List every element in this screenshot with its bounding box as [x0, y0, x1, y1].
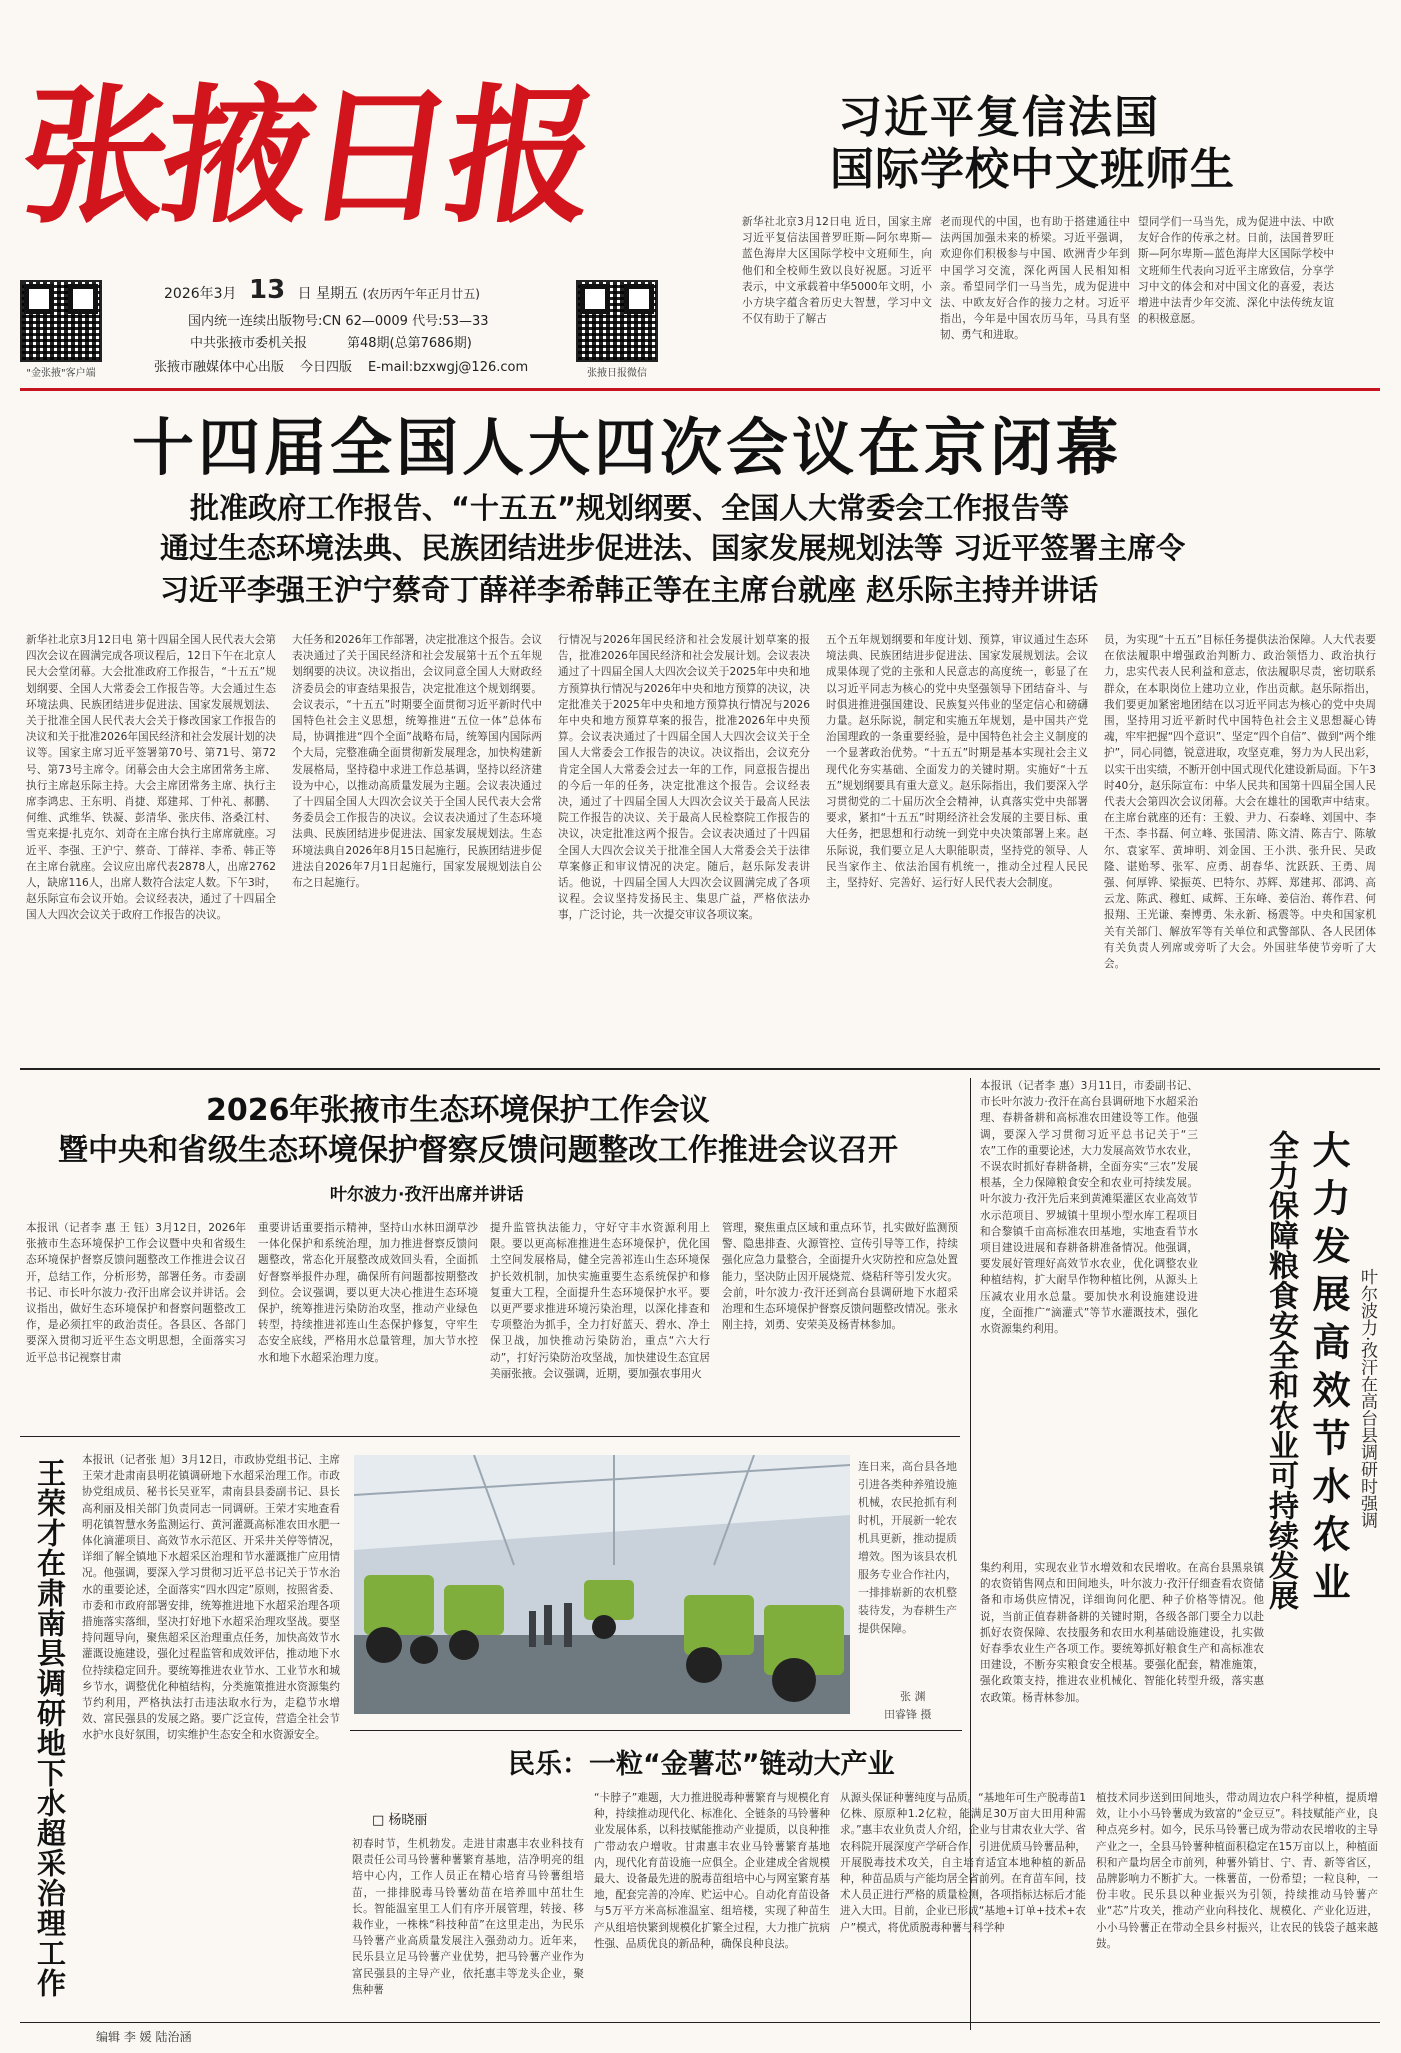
qr-caption-client: "金张掖"客户端 [26, 368, 96, 379]
qr-code-wechat[interactable] [576, 280, 658, 362]
story5-col-4: 植技术同步送到田间地头，带动周边农户科学种植，提质增效，让小小马铃薯成为致富的“金豆豆”。科技赋能产业，良种点亮乡村。如今，民乐马铃薯已成为带动农民增收的主导产业之一，全县马铃薯种植面积稳定在15万亩以上，种植面积和产量均居全市前列，种薯外销甘、宁、青、新等省区，品牌影响力不断扩大。一株薯苗，一份希望；一粒良种，一份丰收。民乐县以种业振兴为引领，持续推动马铃薯产业“芯”片攻关，推动产业向科技化、规模化、产业化迈进，小小马铃薯正在带动全县乡村振兴，让农民的钱袋子越来越鼓。 [1096, 1792, 1378, 1950]
lead-divider [20, 1068, 1380, 1070]
lead-subtitle-1: 批准政府工作报告、“十五五”规划纲要、全国人大常委会工作报告等 [190, 491, 1070, 525]
issue-date: 2026年3月 13 日 星期五 (农历丙午年正月廿五) [164, 275, 480, 305]
lead-col-4: 五个五年规划纲要和年度计划、预算，审议通过生态环境法典、民族团结进步促进法、国家发展规划法。会议成果体现了党的主张和人民意志的高度统一，彰显了在以习近平同志为核心的党中央坚强领导下团结奋斗、与时俱进推进强国建设、民族复兴伟业的坚定信心和磅礴力量。赵乐际说，制定和实施五年规划，是中国共产党治国理政的一条重要经验，是中国特色社会主义制度的一个显著政治优势。“十五五”时期是基本实现社会主义现代化夯实基础、全面发力的关键时期。实施好“十五五”规划纲要具有重大意义。赵乐际指出，我们要深入学习贯彻党的二十届历次全会精神，认真落实党中央部署要求，紧扣“十五五”时期经济社会发展的主要目标、重大任务，把思想和行动统一到党中央决策部署上来。赵乐际说，我们要立足人大职能职责，坚持党的领导、人民当家作主、依法治国有机统一，推动全过程人民民主，坚持好、完善好、运行好人民代表大会制度。 [826, 634, 1088, 890]
story3-title-2: 全力保障粮食安全和农业可持续发展 [1263, 1130, 1298, 1610]
photo-credit-2: 田睿锋 摄 [884, 1708, 932, 1721]
story2-col-2: 重要讲话重要指示精神，坚持山水林田湖草沙一体化保护和系统治理，加力推进督察反馈问题整改，常态化开展整改成效回头看，全面抓好督察举报件办理，确保所有问题都按期整改到位。会议强调，要以更大决心推进生态环境保护，统筹推进污染防治攻坚，推动产业绿色转型，持续推进祁连山生态保护修复，守牢生态安全底线，严格用水总量管理，加大节水控水和地下水超采治理力度。 [258, 1222, 478, 1364]
lead-col-1: 新华社北京3月12日电 第十四届全国人民代表大会第四次会议在圆满完成各项议程后，12日下午在北京人民大会堂闭幕。大会批准政府工作报告，“十五五”规划纲要、全国人大常委会工作报告等。大会通过生态环境法典、民族团结进步促进法、国家发展规划法、关于批准全国人民代表大会关于修改国家工作报告的决议和关于批准2026年国民经济和社会发展计划的决议等。国家主席习近平签署第70号、第71号、第72号、第73号主席令。闭幕会由大会主席团常务主席、执行主席赵乐际主持。大会主席团常务主席、执行主席李鸿忠、王东明、肖捷、郑建邦、丁仲礼、郝鹏、何维、武维华、铁凝、彭清华、张庆伟、洛桑江村、雪克来提·扎克尔、刘奇在主席台执行主席席就座。习近平、李强、王沪宁、蔡奇、丁薛祥、李希、韩正等在主席台就座。会议应出席代表2878人，出席2762人，缺席116人，出席人数符合法定人数。下午3时，赵乐际宣布会议开始。会议经表决，通过了十四届全国人大四次会议关于政府工作报告的决议。 [26, 634, 276, 922]
story3-col-2: 集约利用，实现农业节水增效和农民增收。在高台县黑泉镇的农资销售网点和田间地头，叶尔波力·孜汗仔细查看农资储备和市场供应情况，详细询问化肥、种子价格等情况。他说，当前正值春耕备耕的关键时期，各级各部门要全力以赴抓好农资保障、农技服务和农田水利基础设施建设，扎实做好春季农业生产各项工作。要统筹抓好粮食生产和高标准农田建设，不断夯实粮食安全根基。要强化配套，精准施策，强化政策支持，推进农业机械化、智能化转型升级，落实惠农政策。杨青林参加。 [980, 1562, 1264, 1704]
lead-title: 十四届全国人大四次会议在京闭幕 [132, 411, 1123, 484]
top-story-title-1: 习近平复信法国 [838, 92, 1160, 143]
footer-divider [20, 2022, 1380, 2023]
lead-col-3: 行情况与2026年国民经济和社会发展计划草案的报告，批准2026年国民经济和社会发展计划。会议表决通过了十四届全国人大四次会议关于2025年中央和地方预算执行情况与2026年中央和地方预算的决议，决定批准关于2025年中央和地方预算执行情况与2026年中央和地方预算草案的报告，批准2026年中央预算。会议表决通过了十四届全国人大四次会议关于全国人大常委会工作报告的决议。决议指出，会议充分肯定全国人大常委会过去一年的工作，同意报告提出的今后一年的任务，决定批准这个报告。会议经表决，通过了十四届全国人大四次会议关于最高人民法院工作报告的决议、关于最高人民检察院工作报告的决议，决定批准这两个报告。会议表决通过了十四届全国人大四次会议关于批准全国人大常委会关于法律草案修正和审议情况的决定。随后，赵乐际发表讲话。他说，十四届全国人大四次会议圆满完成了各项议程。会议坚持发扬民主、集思广益，严格依法办事，广泛讨论，共一次提交审议各项议案。 [558, 634, 810, 922]
lead-col-5: 员，为实现“十五五”目标任务提供法治保障。人大代表要在依法履职中增强政治判断力、政治领悟力、政治执行力，忠实代表人民利益和意志，依法履职尽责，密切联系群众，在本职岗位上建功立业，作出贡献。赵乐际指出，我们要更加紧密地团结在以习近平同志为核心的党中央周围，坚持用习近平新时代中国特色社会主义思想凝心铸魂，牢牢把握“四个意识”、坚定“四个自信”、做到“两个维护”，同心同德，锐意进取，攻坚克难，努力为人民出彩，以实干出实绩，不断开创中国式现代化建设新局面。下午3时40分，赵乐际宣布：中华人民共和国第十四届全国人民代表大会第四次会议闭幕。大会在雄壮的国歌声中结束。在主席台就座的还有：王毅、尹力、石泰峰、刘国中、李干杰、李书磊、何立峰、张国清、陈文清、陈吉宁、陈敏尔、袁家军、黄坤明、刘金国、王小洪、张升民、吴政隆、谌贻琴、张军、应勇、胡春华、沈跃跃、王勇、周强、何厚铧、梁振英、巴特尔、苏辉、郑建邦、邵鸿、高云龙、陈武、穆虹、咸辉、王东峰、姜信治、蒋作君、何报翔、王光谦、秦博勇、朱永新、杨震等。中央和国家机关有关部门、解放军等有关单位和武警部队、各人民团体有关负责人列席或旁听了大会。外国驻华使节旁听了大会。 [1104, 634, 1376, 971]
photo-divider [350, 1730, 962, 1731]
story5-col-2: “卡脖子”难题，大力推进脱毒种薯繁育与规模化育种，持续推动现代化、标准化、全链条的马铃薯种业发展体系，以科技赋能推动产业提质，以良种推广带动农户增收。甘肃惠丰农业马铃薯繁育基地内，现代化育苗设施一应俱全。企业建成全省规模最大、设备最先进的脱毒苗组培中心与网室繁育基地，配套完善的冷库、贮运中心。自动化育苗设备与5万平方米高标准温室、组培楼，实现了种苗生产从组培快繁到规模化扩繁全过程，大力推广抗病性强、品质优良的新品种，确保良种良法。 [594, 1792, 830, 1950]
lead-subtitle-3: 习近平李强王沪宁蔡奇丁薛祥李希韩正等在主席台就座 赵乐际主持并讲话 [160, 573, 1099, 607]
farm-machinery-photo [354, 1455, 850, 1714]
qr-code-client[interactable] [20, 280, 102, 362]
issue-day: 13 [249, 275, 286, 305]
story2-title-2: 暨中央和省级生态环境保护督察反馈问题整改工作推进会议召开 [58, 1133, 898, 1168]
photo-caption: 连日来，高台县各地引进各类种养殖设施机械，农民抢抓有利时机，开展新一轮农机具更新，推动提质增效。图为该县农机服务专业合作社内，一排排崭新的农机整装待发，为春耕生产提供保障。 [858, 1460, 957, 1635]
lead-subtitle-2: 通过生态环境法典、民族团结进步促进法、国家发展规划法等 习近平签署主席令 [160, 531, 1186, 565]
photo-illustration [354, 1455, 850, 1714]
story4-col: 本报讯（记者张 旭）3月12日，市政协党组书记、主席王荣才赴肃南县明花镇调研地下水超采治理工作。市政协党组成员、秘书长吴亚军，肃南县县委副书记、县长高利丽及相关部门负责同志一同调研。王荣才实地查看明花镇智慧水务监测运行、黄河灌溉高标准农田水肥一体化滴灌项目、高效节水示范区、开采井关停等情况，详细了解全镇地下水超采区治理和节水灌溉推广应用情况。他强调，要深入学习贯彻习近平总书记关于节水治水的重要论述，全面落实“四水四定”原则，按照省委、市委和市政府部署安排，统筹推进地下水超采治理各项措施落实落细，坚决打好地下水超采治理攻坚战。要坚持问题导向，聚焦超采区治理重点任务，加快高效节水灌溉设施建设，强化过程监管和成效评估，推动地下水位持续稳定回升。要统筹推进农业节水、工业节水和城乡节水，调整优化种植结构，分类施策推进水资源集约节约利用，严格执法打击违法取水行为，走稳节水增效、富民强县的发展之路。要广泛宣传，营造全社会节水护水良好氛围，切实维护生态安全和水资源安全。 [82, 1454, 340, 1742]
story3-col-1: 本报讯（记者李 惠）3月11日，市委副书记、市长叶尔波力·孜汗在高台县调研地下水超采治理、春耕备耕和高标准农田建设等工作。他强调，要深入学习贯彻习近平总书记关于“三农”工作的重要论述，大力发展高效节水农业，不误农时抓好春耕备耕，全面夯实“三农”发展根基，全力保障粮食安全和农业可持续发展。叶尔波力·孜汗先后来到黄滩渠灌区农业高效节水示范项目、罗城镇十里坝小型水库工程项目和合黎镇千亩高标准农田基地，实地查看节水项目建设进展和春耕备耕准备情况。他强调，要发展好管理好高效节水农业，优化调整农业种植结构，扩大耐旱作物种植比例，从源头上压减农业用水总量。要加快水利设施建设进度，全面推广“滴灌式”等节水灌溉技术，强化水资源集约利用。 [980, 1080, 1198, 1336]
story3-subtitle: 叶尔波力·孜汗在高台县调研时强调 [1357, 1268, 1377, 1529]
story2-divider [20, 1436, 960, 1437]
story5-byline: □ 杨晓丽 [372, 1813, 428, 1828]
masthead-divider [20, 388, 1380, 391]
story2-col-4: 管理，聚焦重点区域和重点环节，扎实做好监测预警、隐患排查、火源管控、宣传引导等工作，持续强化应急力量整合，全面提升火灾防控和应急处置能力，坚决防止因开展烧荒、烧秸秆等引发火灾。会前，叶尔波力·孜汗还到高台县调研地下水超采治理和生态环境保护督察反馈问题整改情况。张永刚主持，刘勇、安荣美及杨青林参加。 [722, 1222, 958, 1332]
story4-title: 王荣才在肃南县调研地下水超采治理工作 [33, 1458, 67, 1998]
story5-title: 民乐：一粒“金薯芯”链动大产业 [508, 1749, 895, 1780]
qr-caption-wechat: 张掖日报微信 [587, 368, 647, 379]
issue-sponsor: 中共张掖市委机关报 第48期(总第7686期) [190, 336, 472, 351]
story2-byline: 叶尔波力·孜汗出席并讲话 [330, 1185, 524, 1205]
footer-editor: 编辑 李 媛 陆治涵 [96, 2030, 192, 2044]
story2-col-1: 本报讯（记者李 惠 王 钰）3月12日，2026年张掖市生态环境保护工作会议暨中央和省级生态环境保护督察反馈问题整改工作推进会议召开，总结工作，分析形势，部署任务。市委副书记、市长叶尔波力·孜汗出席会议并讲话。会议指出，做好生态环境保护和督察问题整改工作，是必须扛牢的政治责任。各县区、各部门要深入贯彻习近平生态文明思想，全面落实习近平总书记视察甘肃 [26, 1222, 246, 1364]
issue-cn: 国内统一连续出版物号:CN 62—0009 代号:53—33 [188, 314, 489, 329]
story3-title-1: 大力发展高效节水农业 [1306, 1130, 1350, 1610]
story5-col-1: 初春时节，生机勃发。走进甘肃惠丰农业科技有限责任公司马铃薯种薯繁育基地，洁净明亮的组培中心内，工作人员正在精心培育马铃薯组培苗，一排排脱毒马铃薯幼苗在培养皿中茁壮生长。智能温室里工人们有序开展管理，转接、移栽作业，一株株“科技种苗”在这里走出，为民乐马铃薯产业高质量发展注入强劲动力。近年来，民乐县立足马铃薯产业优势，把马铃薯产业作为富民强县的主导产业，依托惠丰等龙头企业，聚焦种薯 [352, 1838, 584, 1996]
story5-col-3: 从源头保证种薯纯度与品质。“基地年可生产脱毒苗1亿株、原原种1.2亿粒，能满足30万亩大田用种需求。”惠丰农业负责人介绍，企业与甘肃农业大学、省农科院开展深度产学研合作，引进优质马铃薯品种，开展脱毒技术攻关，自主培育适宜本地种植的新品种，种苗品质与产能均居全省前列。在育苗车间，技术人员正进行严格的质量检测，各项指标达标后才能进入大田。目前，企业已形成“基地+订单+技术+农户”模式，将优质脱毒种薯与科学种 [840, 1792, 1086, 1934]
top-story-col-2: 老而现代的中国，也有助于搭建通往中法两国加强未来的桥梁。习近平强调，欢迎你们积极参与中国、欧洲青少年到中国学习交流，深化两国人民相知相亲。希望同学们一马当先，成为促进中法、中欧友好合作的接力之材。习近平指出，今年是中国农历马年，马具有坚韧、勇气和进取。 [940, 216, 1130, 342]
top-story-col-1: 新华社北京3月12日电 近日，国家主席习近平复信法国普罗旺斯—阿尔卑斯—蓝色海岸大区国际学校中文班师生，向他们和全校师生致以良好祝愿。习近平表示，中文承载着中华5000年文明，小小方块字蕴含着历史大智慧，学习中文不仅有助于了解古 [742, 216, 932, 326]
story2-title-1: 2026年张掖市生态环境保护工作会议 [206, 1093, 710, 1128]
issue-publisher: 张掖市融媒体中心出版 今日四版 E-mail:bzxwgj@126.com [154, 360, 529, 375]
masthead-logo: 张掖日报 [9, 69, 603, 243]
story2-col-3: 提升监管执法能力，守好守丰水资源利用上限。要以更高标准推进生态环境保护，优化国土空间发展格局，健全完善祁连山生态环境保护长效机制，加快实施重要生态系统保护和修复重大工程，全面提升生态环境保护水平。要以更严要求推进环境污染治理，以深化排查和专项整治为抓手，全力打好蓝天、碧水、净土保卫战，加快推动污染防治，重点“六大行动”，打好污染防治攻坚战，加快建设生态宜居美丽张掖。会议强调，近期，要加强农事用火 [490, 1222, 710, 1380]
lead-col-2: 大任务和2026年工作部署，决定批准这个报告。会议表决通过了关于国民经济和社会发展第十五个五年规划纲要的决议。决议指出，会议同意全国人大财政经济委员会的审查结果报告，决定批准这个规划纲要。会议表示，“十五五”时期要全面贯彻习近平新时代中国特色社会主义思想，统筹推进“五位一体”总体布局，协调推进“四个全面”战略布局，统筹国内国际两个大局，完整准确全面贯彻新发展理念，加快构建新发展格局，坚持稳中求进工作总基调，坚持以经济建设为中心，以推动高质量发展为主题。会议表决通过了十四届全国人大四次会议关于全国人民代表大会常务委员会工作报告的决议。会议表决通过了生态环境法典、民族团结进步促进法、国家发展规划法。生态环境法典自2026年8月15日起施行，民族团结进步促进法自2026年7月1日起施行，国家发展规划法自公布之日起施行。 [292, 634, 542, 890]
top-story-col-3: 望同学们一马当先，成为促进中法、中欧友好合作的传承之材。日前，法国普罗旺斯—阿尔卑斯—蓝色海岸大区国际学校中文班师生代表向习近平主席致信，分享学习中文的体会和对中国文化的喜爱，表达增进中法青少年交流、深化中法传统友谊的积极意愿。 [1138, 216, 1334, 326]
photo-credit-1: 张 渊 [900, 1690, 926, 1703]
top-story-title-2: 国际学校中文班师生 [830, 144, 1235, 195]
